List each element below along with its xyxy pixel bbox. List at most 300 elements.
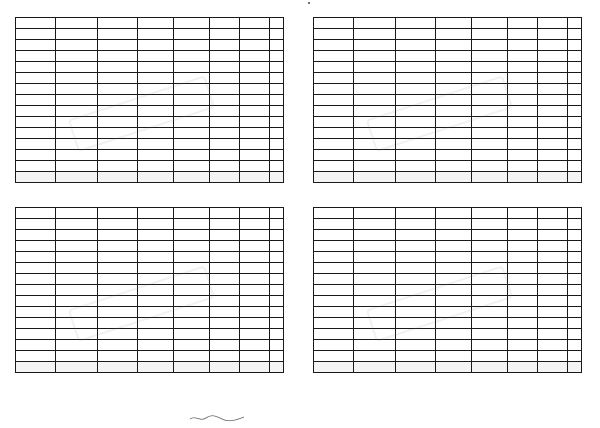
table-cell (538, 329, 568, 340)
panel-footer (318, 20, 578, 28)
table-cell (174, 252, 210, 263)
table-cell (138, 73, 174, 84)
table-cell (396, 29, 436, 40)
table-cell (314, 29, 354, 40)
table-cell (508, 296, 538, 307)
column-header (56, 172, 98, 183)
table-cell (240, 351, 270, 362)
table-header-row (314, 362, 582, 373)
table-cell (240, 161, 270, 172)
table-cell (472, 106, 508, 117)
table-cell (240, 252, 270, 263)
table-cell (138, 150, 174, 161)
table-cell (98, 139, 138, 150)
table-cell (56, 296, 98, 307)
table-cell (354, 252, 396, 263)
table-cell (538, 340, 568, 351)
table-cell (270, 241, 284, 252)
column-header (508, 172, 538, 183)
table-row (16, 296, 284, 307)
table-row (16, 128, 284, 139)
table-cell (568, 241, 582, 252)
table-cell (472, 117, 508, 128)
column-header (396, 172, 436, 183)
table-cell (270, 150, 284, 161)
table-cell (174, 274, 210, 285)
table-cell (240, 40, 270, 51)
table-cell (56, 230, 98, 241)
table-cell (240, 274, 270, 285)
panel-footer (20, 20, 280, 28)
table-cell (436, 150, 472, 161)
table-cell (240, 95, 270, 106)
table-cell (16, 84, 56, 95)
panel-meta-right (318, 374, 438, 382)
panel-footer (20, 210, 280, 218)
transaction-table (15, 17, 284, 183)
table-cell (436, 263, 472, 274)
table-cell (16, 318, 56, 329)
table-cell (568, 340, 582, 351)
table-row (16, 318, 284, 329)
table-cell (314, 219, 354, 230)
table-cell (138, 318, 174, 329)
table-cell (210, 296, 240, 307)
table-cell (568, 318, 582, 329)
table-cell (396, 161, 436, 172)
table-cell (508, 318, 538, 329)
table-cell (210, 230, 240, 241)
table-cell (314, 329, 354, 340)
table-cell (436, 230, 472, 241)
table-cell (538, 161, 568, 172)
table-cell (314, 128, 354, 139)
table-cell (538, 40, 568, 51)
table-cell (396, 106, 436, 117)
table-cell (436, 73, 472, 84)
table-cell (472, 128, 508, 139)
table-cell (16, 230, 56, 241)
table-cell (508, 241, 538, 252)
table-cell (354, 62, 396, 73)
table-cell (210, 263, 240, 274)
table-cell (270, 29, 284, 40)
table-cell (56, 219, 98, 230)
table-cell (174, 139, 210, 150)
panel-meta-left (458, 374, 578, 382)
table-cell (314, 73, 354, 84)
table-cell (174, 285, 210, 296)
table-row (16, 230, 284, 241)
table-cell (538, 128, 568, 139)
table-cell (98, 263, 138, 274)
table-cell (270, 219, 284, 230)
table-cell (56, 62, 98, 73)
column-header (314, 172, 354, 183)
column-header (354, 362, 396, 373)
table-cell (98, 117, 138, 128)
table-cell (210, 329, 240, 340)
table-row (16, 150, 284, 161)
table-cell (56, 285, 98, 296)
table-cell (174, 150, 210, 161)
table-cell (436, 161, 472, 172)
table-cell (314, 161, 354, 172)
table-cell (240, 128, 270, 139)
panel (314, 210, 582, 400)
table-cell (240, 307, 270, 318)
table-cell (538, 95, 568, 106)
table-cell (240, 263, 270, 274)
table-cell (396, 139, 436, 150)
table-cell (396, 263, 436, 274)
table-cell (538, 296, 568, 307)
table-cell (472, 307, 508, 318)
table-cell (174, 340, 210, 351)
table-cell (472, 95, 508, 106)
table-cell (270, 128, 284, 139)
column-header (240, 172, 270, 183)
table-cell (314, 307, 354, 318)
table-row (314, 73, 582, 84)
table-cell (436, 252, 472, 263)
table-cell (568, 84, 582, 95)
table-cell (240, 241, 270, 252)
table-cell (138, 351, 174, 362)
table-cell (16, 62, 56, 73)
table-cell (270, 73, 284, 84)
table-row (16, 84, 284, 95)
table-cell (56, 263, 98, 274)
panel-top-right (314, 20, 582, 210)
table-cell (508, 274, 538, 285)
table-cell (354, 51, 396, 62)
table-cell (436, 274, 472, 285)
column-header (210, 362, 240, 373)
table-cell (138, 307, 174, 318)
table-cell (174, 307, 210, 318)
table-cell (270, 40, 284, 51)
table-cell (472, 230, 508, 241)
table-cell (568, 351, 582, 362)
table-cell (314, 150, 354, 161)
table-cell (354, 150, 396, 161)
table-cell (396, 329, 436, 340)
table-cell (270, 62, 284, 73)
table-row (314, 51, 582, 62)
table-cell (98, 150, 138, 161)
table-cell (240, 296, 270, 307)
table-cell (436, 62, 472, 73)
table-cell (174, 51, 210, 62)
table-row (314, 128, 582, 139)
table-cell (210, 117, 240, 128)
panel-subtitle (20, 192, 280, 199)
table-row (314, 241, 582, 252)
panel (314, 20, 582, 210)
table-cell (210, 62, 240, 73)
table-cell (538, 106, 568, 117)
table-cell (270, 285, 284, 296)
table-cell (396, 51, 436, 62)
table-cell (56, 161, 98, 172)
table-cell (138, 128, 174, 139)
table-cell (56, 95, 98, 106)
table-cell (138, 263, 174, 274)
table-cell (508, 252, 538, 263)
table-cell (174, 161, 210, 172)
table-cell (270, 296, 284, 307)
table-cell (98, 29, 138, 40)
table-header-row (16, 362, 284, 373)
table-cell (98, 329, 138, 340)
table-cell (210, 307, 240, 318)
table-cell (210, 285, 240, 296)
column-header (240, 362, 270, 373)
table-cell (472, 351, 508, 362)
table-cell (508, 340, 538, 351)
table-cell (16, 73, 56, 84)
table-row (16, 252, 284, 263)
table-cell (314, 263, 354, 274)
table-cell (56, 307, 98, 318)
table-cell (138, 274, 174, 285)
table-cell (240, 62, 270, 73)
table-cell (16, 329, 56, 340)
table-cell (174, 296, 210, 307)
table-cell (508, 84, 538, 95)
table-row (16, 117, 284, 128)
table-cell (472, 252, 508, 263)
table-cell (98, 84, 138, 95)
column-header (436, 172, 472, 183)
table-cell (436, 117, 472, 128)
table-cell (568, 73, 582, 84)
table-cell (568, 106, 582, 117)
table-cell (508, 139, 538, 150)
table-cell (314, 117, 354, 128)
panel-meta-right (318, 184, 438, 192)
column-header (538, 172, 568, 183)
table-cell (568, 285, 582, 296)
table-cell (240, 329, 270, 340)
transaction-table (15, 207, 284, 373)
table-cell (538, 219, 568, 230)
table-cell (314, 285, 354, 296)
table-cell (56, 329, 98, 340)
table-cell (98, 40, 138, 51)
table-cell (210, 106, 240, 117)
table-row (314, 329, 582, 340)
table-cell (314, 84, 354, 95)
table-row (314, 219, 582, 230)
table-cell (396, 117, 436, 128)
table-cell (508, 106, 538, 117)
table-cell (314, 318, 354, 329)
transaction-table (313, 207, 582, 373)
table-cell (270, 139, 284, 150)
table-header-row (16, 172, 284, 183)
table-cell (98, 161, 138, 172)
table-cell (16, 139, 56, 150)
table-cell (472, 296, 508, 307)
column-header (174, 172, 210, 183)
table-cell (240, 219, 270, 230)
table-cell (354, 84, 396, 95)
table-cell (568, 139, 582, 150)
table-cell (354, 263, 396, 274)
table-cell (472, 73, 508, 84)
table-cell (508, 351, 538, 362)
column-header (138, 172, 174, 183)
table-cell (138, 241, 174, 252)
table-row (16, 274, 284, 285)
table-cell (354, 106, 396, 117)
table-cell (174, 117, 210, 128)
panel-top-left (16, 20, 284, 210)
table-cell (270, 106, 284, 117)
table-cell (56, 51, 98, 62)
table-cell (538, 230, 568, 241)
table-cell (210, 274, 240, 285)
table-row (16, 106, 284, 117)
column-header (174, 362, 210, 373)
table-cell (436, 128, 472, 139)
table-cell (270, 274, 284, 285)
table-cell (314, 230, 354, 241)
table-cell (210, 139, 240, 150)
table-cell (56, 139, 98, 150)
table-cell (472, 51, 508, 62)
table-cell (354, 307, 396, 318)
table-cell (56, 128, 98, 139)
table-row (314, 351, 582, 362)
table-cell (210, 351, 240, 362)
table-cell (314, 62, 354, 73)
table-cell (56, 117, 98, 128)
table-cell (210, 161, 240, 172)
table-cell (436, 219, 472, 230)
table-cell (174, 128, 210, 139)
table-cell (210, 51, 240, 62)
table-cell (472, 150, 508, 161)
table-cell (568, 274, 582, 285)
table-row (314, 274, 582, 285)
table-cell (436, 307, 472, 318)
table-cell (396, 84, 436, 95)
table-cell (354, 241, 396, 252)
table-cell (210, 318, 240, 329)
table-cell (538, 274, 568, 285)
table-cell (538, 62, 568, 73)
table-cell (538, 263, 568, 274)
table-cell (538, 139, 568, 150)
table-cell (56, 84, 98, 95)
table-cell (174, 263, 210, 274)
panel (16, 210, 284, 400)
table-cell (98, 219, 138, 230)
table-cell (240, 340, 270, 351)
table-cell (174, 73, 210, 84)
table-cell (472, 274, 508, 285)
table-cell (138, 40, 174, 51)
table-cell (508, 230, 538, 241)
table-cell (16, 95, 56, 106)
table-cell (16, 51, 56, 62)
table-cell (270, 263, 284, 274)
table-cell (138, 252, 174, 263)
table-cell (56, 29, 98, 40)
table-cell (396, 340, 436, 351)
table-cell (98, 318, 138, 329)
table-cell (472, 241, 508, 252)
table-cell (314, 95, 354, 106)
table-cell (240, 84, 270, 95)
table-cell (98, 128, 138, 139)
table-cell (174, 62, 210, 73)
table-cell (16, 241, 56, 252)
table-cell (98, 106, 138, 117)
table-cell (270, 161, 284, 172)
table-cell (354, 128, 396, 139)
table-cell (354, 73, 396, 84)
column-header (568, 172, 582, 183)
table-cell (436, 29, 472, 40)
table-cell (16, 161, 56, 172)
table-cell (508, 263, 538, 274)
handwritten-scribble (188, 413, 248, 423)
table-cell (138, 51, 174, 62)
table-cell (354, 139, 396, 150)
table-row (16, 29, 284, 40)
table-cell (508, 117, 538, 128)
table-cell (508, 62, 538, 73)
table-row (314, 252, 582, 263)
table-cell (314, 139, 354, 150)
panel-subtitle (318, 192, 578, 199)
table-cell (538, 351, 568, 362)
table-cell (16, 296, 56, 307)
table-cell (210, 252, 240, 263)
column-header (138, 362, 174, 373)
table-cell (16, 150, 56, 161)
table-cell (396, 95, 436, 106)
table-cell (538, 84, 568, 95)
table-cell (270, 351, 284, 362)
table-cell (396, 73, 436, 84)
table-row (314, 95, 582, 106)
table-cell (436, 241, 472, 252)
table-cell (472, 318, 508, 329)
table-cell (472, 62, 508, 73)
table-cell (508, 307, 538, 318)
table-cell (270, 84, 284, 95)
table-cell (240, 51, 270, 62)
panel-bottom-right (314, 210, 582, 400)
column-header (396, 362, 436, 373)
table-cell (472, 161, 508, 172)
table-cell (568, 263, 582, 274)
table-cell (568, 307, 582, 318)
table-cell (396, 351, 436, 362)
table-cell (98, 241, 138, 252)
table-cell (538, 29, 568, 40)
table-cell (98, 73, 138, 84)
table-cell (396, 62, 436, 73)
table-row (314, 29, 582, 40)
table-cell (16, 274, 56, 285)
table-row (16, 285, 284, 296)
